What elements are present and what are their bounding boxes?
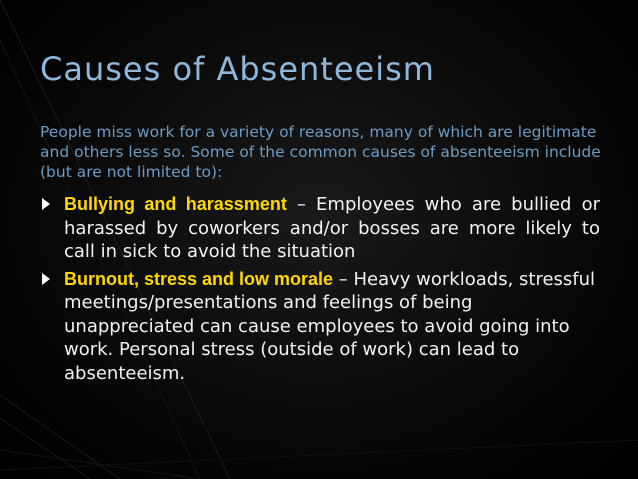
bullet-item-bullying [40,193,600,264]
slide-subtitle: People miss work for a variety of reasons, many of which are legitimate and others less so. Some of the common causes of absenteeism include (but are not limited to): [40,123,601,181]
slide-title: Causes of Absenteeism [40,50,435,88]
bullet-text: – Heavy workloads, stressful meetings/presentations and feelings of being unappreciated can cause employees to avoid going into work. Personal stress (outside of work) can lead to absenteeism. [64,268,596,384]
triangle-bullet-icon [42,273,50,285]
bullet-list [40,193,600,389]
bullet-term: Bullying and harassment [64,194,287,214]
bullet-item-burnout [40,268,600,386]
bullet-term: Burnout, stress and low morale [64,268,334,289]
bullet-text: – Employees who are bullied or harassed by coworkers and/or bosses are more likely to call in sick to avoid the situation [64,194,600,262]
triangle-bullet-icon [42,198,50,210]
